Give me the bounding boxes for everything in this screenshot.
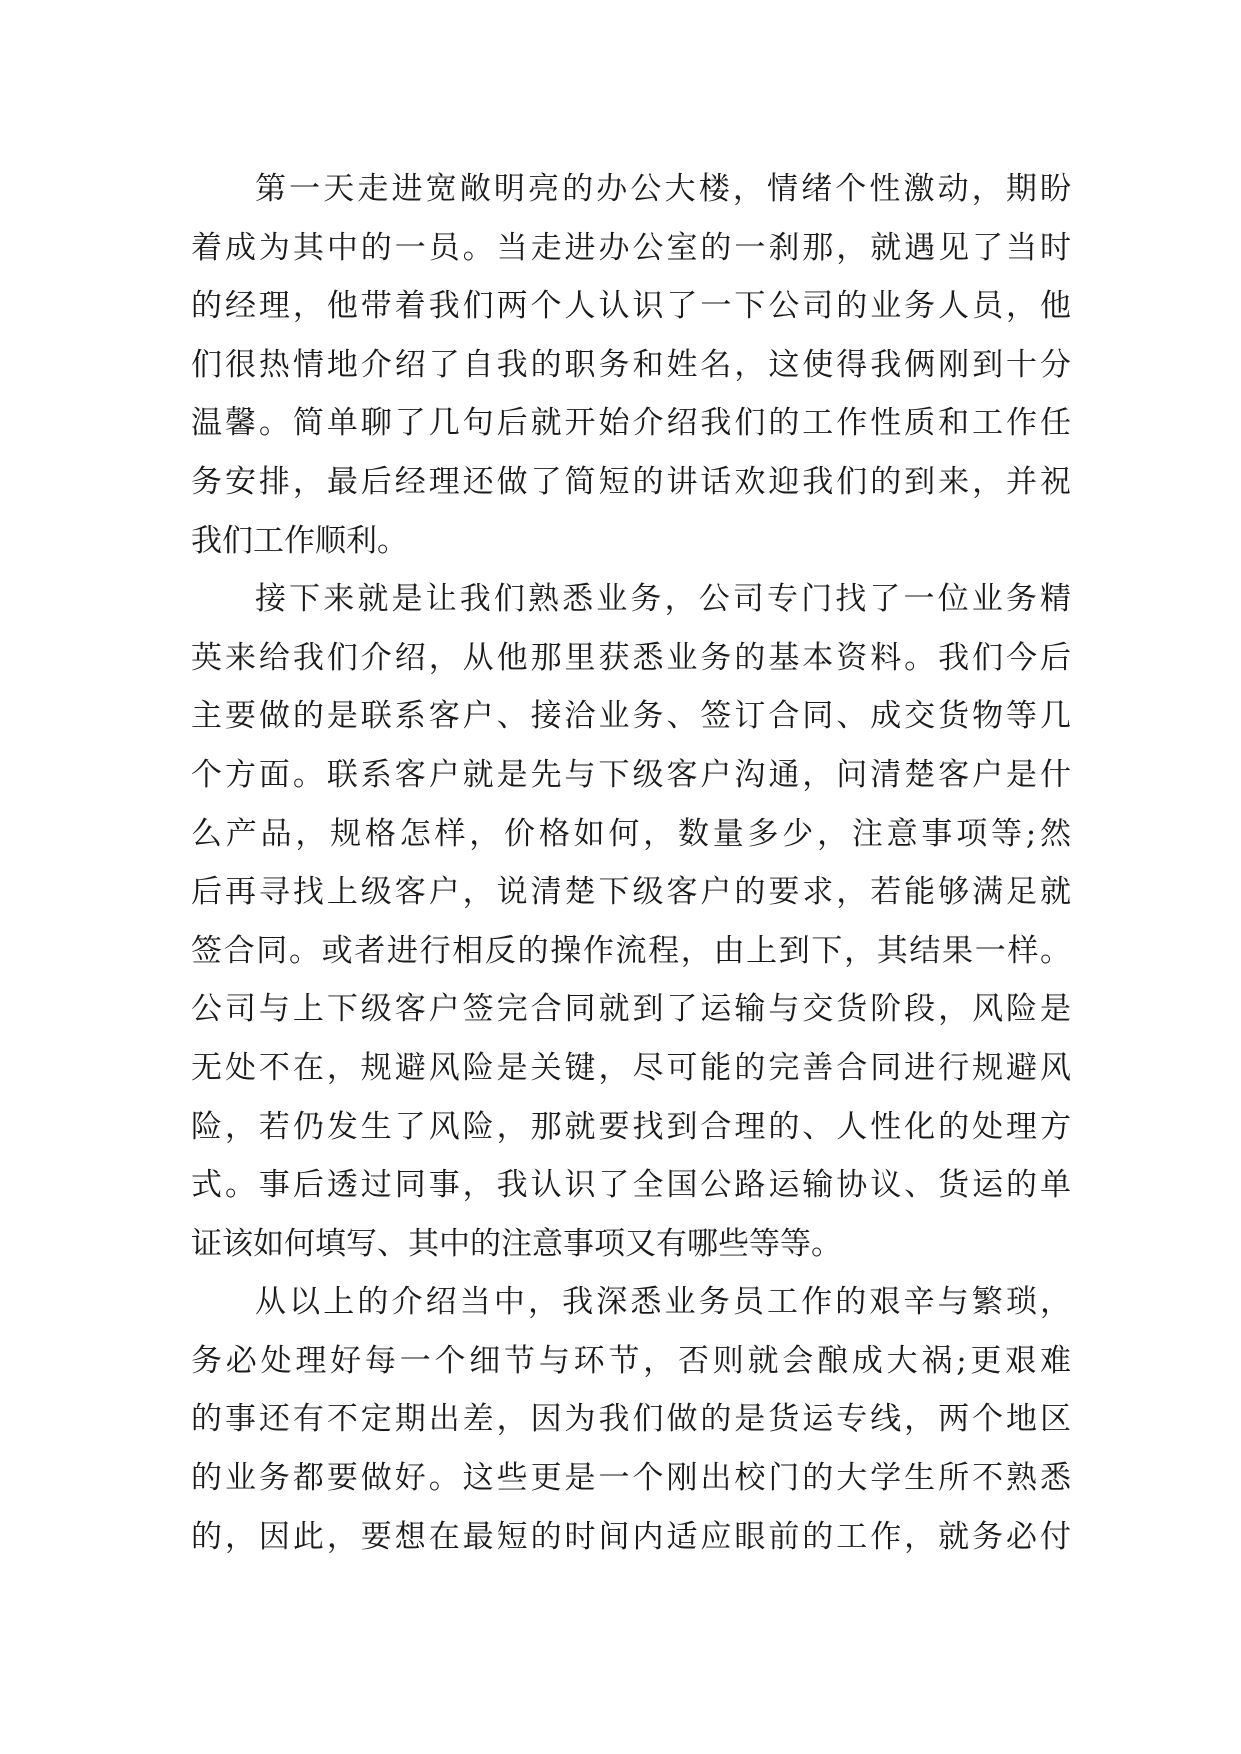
paragraph-3-line-2: 务必处理好每一个细节与环节，否则就会酿成大祸;更艰难 (191, 1342, 1071, 1379)
paragraph-2-line-11: 式。事后透过同事，我认识了全国公路运输协议、货运的单 (191, 1167, 1071, 1204)
paragraph-2-line-3: 主要做的是联系客户、接洽业务、签订合同、成交货物等几 (191, 698, 1071, 735)
paragraph-1-line-1: 第一天走进宽敞明亮的办公大楼，情绪个性激动，期盼 (255, 171, 1071, 207)
paragraph-2-line-12: 证该如何填写、其中的注意事项又有哪些等等。 (191, 1225, 842, 1262)
paragraph-3-line-1: 从以上的介绍当中，我深悉业务员工作的艰辛与繁琐， (255, 1284, 1071, 1321)
paragraph-2-line-5: 么产品，规格怎样，价格如何，数量多少，注意事项等;然 (191, 815, 1071, 852)
paragraph-3-line-5: 的，因此，要想在最短的时间内适应眼前的工作，就务必付 (191, 1518, 1071, 1555)
paragraph-1-line-6: 务安排，最后经理还做了简短的讲话欢迎我们的到来，并祝 (191, 463, 1071, 500)
paragraph-2-line-7: 签合同。或者进行相反的操作流程，由上到下，其结果一样。 (191, 932, 1071, 969)
paragraph-1-line-2: 着成为其中的一员。当走进办公室的一刹那，就遇见了当时 (191, 229, 1071, 266)
paragraph-2-line-1: 接下来就是让我们熟悉业务，公司专门找了一位业务精 (255, 581, 1071, 618)
paragraph-1-line-5: 温馨。简单聊了几句后就开始介绍我们的工作性质和工作任 (191, 405, 1071, 442)
paragraph-1-line-3: 的经理，他带着我们两个人认识了一下公司的业务人员，他 (191, 288, 1071, 325)
paragraph-2-line-10: 险，若仍发生了风险，那就要找到合理的、人性化的处理方 (191, 1108, 1071, 1145)
paragraph-2-line-9: 无处不在，规避风险是关键，尽可能的完善合同进行规避风 (191, 1049, 1071, 1086)
paragraph-3-line-3: 的事还有不定期出差，因为我们做的是货运专线，两个地区 (191, 1401, 1071, 1438)
paragraph-3-line-4: 的业务都要做好。这些更是一个刚出校门的大学生所不熟悉 (191, 1460, 1071, 1497)
paragraph-1-line-4: 们很热情地介绍了自我的职务和姓名，这使得我俩刚到十分 (191, 346, 1071, 383)
document-body (191, 160, 1071, 1566)
paragraph-2-line-4: 个方面。联系客户就是先与下级客户沟通，问清楚客户是什 (191, 756, 1071, 793)
paragraph-2-line-8: 公司与上下级客户签完合同就到了运输与交货阶段，风险是 (191, 991, 1071, 1028)
paragraph-1-line-7: 我们工作顺利。 (191, 522, 408, 559)
paragraph-2-line-2: 英来给我们介绍，从他那里获悉业务的基本资料。我们今后 (191, 639, 1071, 676)
paragraph-2-line-6: 后再寻找上级客户，说清楚下级客户的要求，若能够满足就 (191, 874, 1071, 911)
